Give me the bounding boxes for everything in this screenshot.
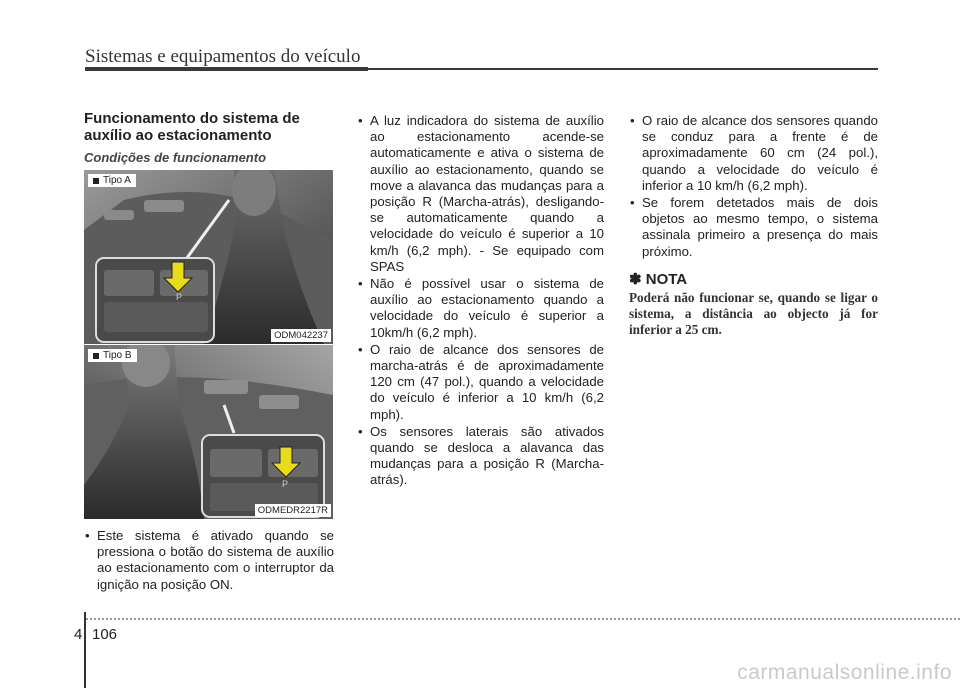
photo-type-a (84, 170, 333, 344)
photo-a-tag-label: Tipo A (103, 175, 131, 186)
list-item: • A luz indicadora do sistema de auxílio ao estacionamento acende-se automaticamente e ativa o sistema de auxílio ao estacionamento, quando se move a alavanca das mudanças para a posição R (Marcha-atrás), desligando-se automaticamente quando a velocidade do veículo é superior a 10 km/h (6,2 mph). - Se equipado com SPAS (357, 113, 604, 275)
list-item: • Este sistema é ativado quando se pressiona o botão do sistema de auxílio ao estacionamento com o interruptor da ignição na posição ON. (84, 528, 334, 593)
photo-b-tag (88, 349, 137, 362)
column-1 (84, 110, 334, 166)
note-text: Poderá não funcionar se, quando se ligar o sistema, a distância ao objecto já for inferior a 25 cm. (629, 290, 878, 338)
page-header-title: Sistemas e equipamentos do veículo (85, 46, 361, 67)
column-2 (357, 113, 604, 490)
photo-type-b (84, 345, 333, 519)
svg-text:P: P (176, 292, 183, 302)
svg-text:P: P (282, 479, 289, 489)
chapter-number: 4 (74, 626, 83, 643)
header-rule-thick (85, 67, 368, 71)
gear-console-illustration-b (84, 345, 333, 519)
column-1-bullets (84, 528, 334, 594)
page-number: 106 (92, 626, 118, 643)
section-title: Funcionamento do sistema de auxílio ao estacionamento (84, 110, 300, 144)
list-item: • Se forem detetados mais de dois objetos ao mesmo tempo, o sistema assinala primeiro a presença do mais próximo. (629, 195, 878, 260)
photo-b-tag-label: Tipo B (103, 350, 132, 361)
tag-square-icon (93, 178, 99, 184)
footer-dotted-rule (86, 618, 960, 620)
header-rule-thin (368, 68, 878, 70)
list-item: • O raio de alcance dos sensores de marcha-atrás é de aproximadamente 120 cm (47 pol.), quando a velocidade do veículo é inferior a 10 km/h (6,2 mph). (357, 342, 604, 423)
photo-a-tag (88, 174, 136, 187)
tag-square-icon (93, 353, 99, 359)
note-title: ✽ NOTA (629, 270, 688, 288)
column-3 (629, 113, 878, 339)
list-item: • O raio de alcance dos sensores quando se conduz para a frente é de aproximadamente 60 cm (24 pol.), quando a velocidade do veículo é inferior a 10 km/h (6,2 mph). (629, 113, 878, 194)
watermark: carmanualsonline.info (737, 661, 952, 684)
list-item: • Os sensores laterais são ativados quando se desloca a alavanca das mudanças para a posição R (Marcha-atrás). (357, 424, 604, 489)
footer-vertical-rule (84, 612, 86, 688)
gear-console-illustration-a (84, 170, 333, 344)
photo-a-code: ODM042237 (271, 329, 331, 342)
photo-b-code: ODMEDR2217R (255, 504, 331, 517)
list-item: • Não é possível usar o sistema de auxílio ao estacionamento quando a velocidade do veículo é superior a 10km/h (6,2 mph). (357, 276, 604, 341)
section-subtitle: Condições de funcionamento (84, 150, 267, 165)
